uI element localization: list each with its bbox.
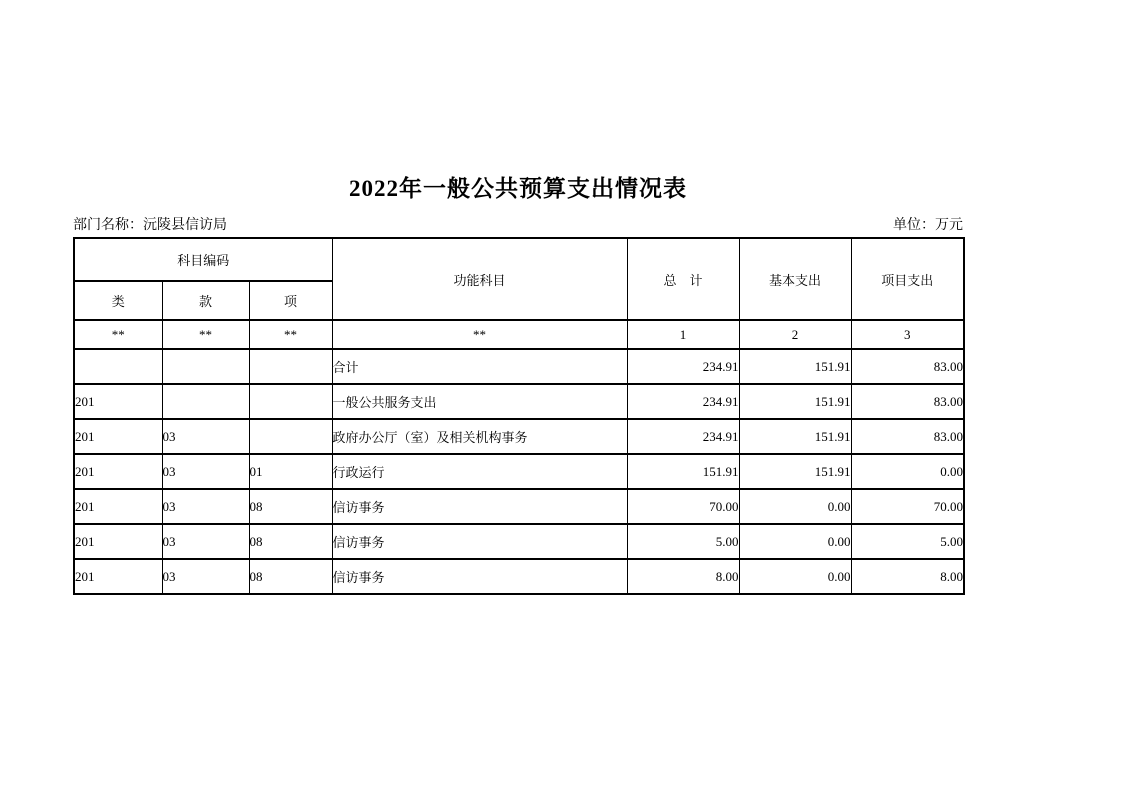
- column-index-cell: 2: [739, 320, 851, 349]
- header-functional-subject: 功能科目: [332, 238, 627, 320]
- cell-class-code: 201: [74, 524, 162, 559]
- table-header: [74, 238, 964, 349]
- department-name: 部门名称：沅陵县信访局: [73, 218, 227, 233]
- cell-subject-name: 信访事务: [332, 559, 627, 594]
- cell-project-expenditure: 0.00: [851, 454, 964, 489]
- cell-basic-expenditure: 151.91: [739, 419, 851, 454]
- page-title: 2022年一般公共预算支出情况表: [349, 176, 687, 201]
- table-row: [74, 489, 964, 524]
- cell-total: 8.00: [627, 559, 739, 594]
- marker-cell: **: [74, 320, 162, 349]
- header-class: 类: [74, 281, 162, 320]
- cell-class-code: 201: [74, 454, 162, 489]
- cell-project-expenditure: 5.00: [851, 524, 964, 559]
- cell-class-code: 201: [74, 384, 162, 419]
- cell-item-code: 08: [249, 559, 332, 594]
- unit-label: 单位：万元: [893, 218, 963, 233]
- cell-section-code: 03: [162, 454, 249, 489]
- cell-class-code: 201: [74, 489, 162, 524]
- marker-cell: **: [162, 320, 249, 349]
- cell-item-code: 08: [249, 489, 332, 524]
- table-body: [74, 349, 964, 594]
- cell-basic-expenditure: 151.91: [739, 384, 851, 419]
- cell-total: 70.00: [627, 489, 739, 524]
- table-row: [74, 454, 964, 489]
- meta-row: [73, 210, 963, 234]
- cell-class-code: [74, 349, 162, 384]
- header-project-expenditure: 项目支出: [851, 238, 964, 320]
- cell-subject-name: 信访事务: [332, 489, 627, 524]
- cell-section-code: [162, 384, 249, 419]
- cell-basic-expenditure: 151.91: [739, 349, 851, 384]
- cell-subject-name: 行政运行: [332, 454, 627, 489]
- cell-total: 5.00: [627, 524, 739, 559]
- cell-project-expenditure: 83.00: [851, 384, 964, 419]
- cell-section-code: 03: [162, 524, 249, 559]
- table-row: [74, 349, 964, 384]
- table-row: [74, 419, 964, 454]
- marker-cell: **: [332, 320, 627, 349]
- column-index-cell: 3: [851, 320, 964, 349]
- cell-subject-name: 政府办公厅（室）及相关机构事务: [332, 419, 627, 454]
- cell-subject-name: 合计: [332, 349, 627, 384]
- cell-item-code: 01: [249, 454, 332, 489]
- cell-section-code: 03: [162, 559, 249, 594]
- table-row: [74, 384, 964, 419]
- cell-item-code: [249, 419, 332, 454]
- cell-project-expenditure: 83.00: [851, 349, 964, 384]
- table-row: [74, 559, 964, 594]
- column-index-cell: 1: [627, 320, 739, 349]
- cell-basic-expenditure: 0.00: [739, 559, 851, 594]
- cell-basic-expenditure: 0.00: [739, 524, 851, 559]
- cell-basic-expenditure: 0.00: [739, 489, 851, 524]
- cell-class-code: 201: [74, 559, 162, 594]
- cell-item-code: 08: [249, 524, 332, 559]
- cell-basic-expenditure: 151.91: [739, 454, 851, 489]
- cell-project-expenditure: 83.00: [851, 419, 964, 454]
- budget-table: [73, 237, 965, 595]
- cell-total: 151.91: [627, 454, 739, 489]
- cell-total: 234.91: [627, 349, 739, 384]
- header-basic-expenditure: 基本支出: [739, 238, 851, 320]
- cell-section-code: [162, 349, 249, 384]
- cell-project-expenditure: 70.00: [851, 489, 964, 524]
- cell-subject-name: 信访事务: [332, 524, 627, 559]
- marker-row: [74, 320, 964, 349]
- cell-section-code: 03: [162, 489, 249, 524]
- table-row: [74, 524, 964, 559]
- header-total: 总 计: [627, 238, 739, 320]
- cell-project-expenditure: 8.00: [851, 559, 964, 594]
- cell-item-code: [249, 349, 332, 384]
- cell-total: 234.91: [627, 419, 739, 454]
- header-item: 项: [249, 281, 332, 320]
- cell-subject-name: 一般公共服务支出: [332, 384, 627, 419]
- cell-item-code: [249, 384, 332, 419]
- header-subject-code: 科目编码: [74, 238, 332, 281]
- cell-total: 234.91: [627, 384, 739, 419]
- cell-section-code: 03: [162, 419, 249, 454]
- header-section: 款: [162, 281, 249, 320]
- cell-class-code: 201: [74, 419, 162, 454]
- marker-cell: **: [249, 320, 332, 349]
